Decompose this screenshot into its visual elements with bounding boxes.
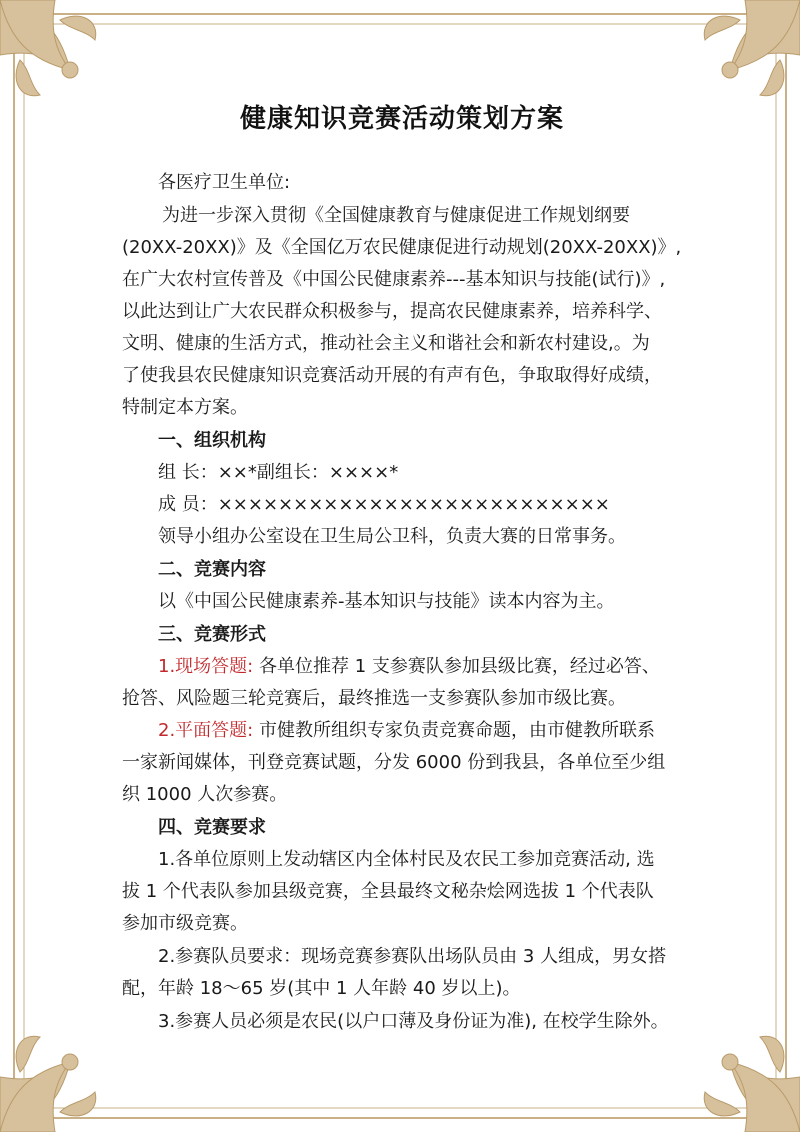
requirement-2-line: 2.参赛队员要求：现场竞赛参赛队出场队员由 3 人组成，男女搭 bbox=[158, 946, 667, 967]
requirement-1-line: 1.各单位原则上发动辖区内全体村民及农民工参加竞赛活动, 选 bbox=[158, 849, 655, 870]
org-leader-line: 组 长：××*副组长：××××* bbox=[158, 462, 399, 483]
intro-line: 为进一步深入贯彻《全国健康教育与健康促进工作规划纲要 bbox=[162, 205, 630, 226]
intro-line: 在广大农村宣传普及《中国公民健康素养---基本知识与技能(试行)》, bbox=[122, 269, 666, 290]
format-item-2-label: 2.平面答题: bbox=[158, 720, 254, 741]
requirement-1-line: 拔 1 个代表队参加县级竞赛，全县最终文秘杂烩网选拔 1 个代表队 bbox=[122, 881, 654, 902]
section-heading-requirements: 四、竞赛要求 bbox=[158, 817, 266, 838]
intro-line: (20XX-20XX)》及《全国亿万农民健康促进行动规划(20XX-20XX)》, bbox=[122, 237, 682, 258]
requirement-1-line: 参加市级竞赛。 bbox=[122, 913, 248, 934]
section-heading-organization: 一、组织机构 bbox=[158, 430, 266, 451]
format-item-1-label: 1.现场答题: bbox=[158, 656, 254, 677]
org-members-line: 成 员：×××××××××××××××××××××××××× bbox=[158, 494, 610, 515]
corner-ornament-bottom-left bbox=[0, 1036, 96, 1132]
requirement-2-line: 配，年龄 18～65 岁(其中 1 人年龄 40 岁以上)。 bbox=[122, 978, 521, 999]
format-item-2-text: 市健教所组织专家负责竞赛命题，由市健教所联系 bbox=[253, 720, 655, 741]
format-item-1 bbox=[158, 656, 660, 678]
corner-ornament-top-right bbox=[704, 0, 800, 96]
section-heading-content: 二、竞赛内容 bbox=[158, 559, 266, 580]
org-office-line: 领导小组办公室设在卫生局公卫科，负责大赛的日常事务。 bbox=[158, 526, 626, 547]
salutation: 各医疗卫生单位: bbox=[158, 172, 291, 193]
format-item-1-text: 各单位推荐 1 支参赛队参加县级比赛，经过必答、 bbox=[253, 656, 660, 677]
content-text: 以《中国公民健康素养-基本知识与技能》读本内容为主。 bbox=[158, 591, 615, 612]
document-title: 健康知识竞赛活动策划方案 bbox=[239, 104, 564, 134]
format-item-1-continued: 抢答、风险题三轮竞赛后，最终推选一支参赛队参加市级比赛。 bbox=[122, 688, 626, 709]
format-item-2-continued: 一家新闻媒体，刊登竞赛试题，分发 6000 份到我县，各单位至少组 bbox=[122, 752, 666, 773]
intro-line: 文明、健康的生活方式，推动社会主义和谐社会和新农村建设,。为 bbox=[122, 333, 650, 354]
intro-line: 特制定本方案。 bbox=[122, 397, 248, 418]
corner-ornament-top-left bbox=[0, 0, 96, 96]
requirement-3-line: 3.参赛人员必须是农民(以户口薄及身份证为准), 在校学生除外。 bbox=[158, 1011, 669, 1032]
format-item-2-continued: 织 1000 人次参赛。 bbox=[122, 784, 288, 805]
intro-line: 了使我县农民健康知识竞赛活动开展的有声有色，争取取得好成绩， bbox=[122, 365, 662, 386]
format-item-2 bbox=[158, 720, 655, 742]
corner-ornament-bottom-right bbox=[704, 1036, 800, 1132]
intro-line: 以此达到让广大农民群众积极参与，提高农民健康素养，培养科学、 bbox=[122, 301, 662, 322]
section-heading-format: 三、竞赛形式 bbox=[158, 624, 266, 645]
